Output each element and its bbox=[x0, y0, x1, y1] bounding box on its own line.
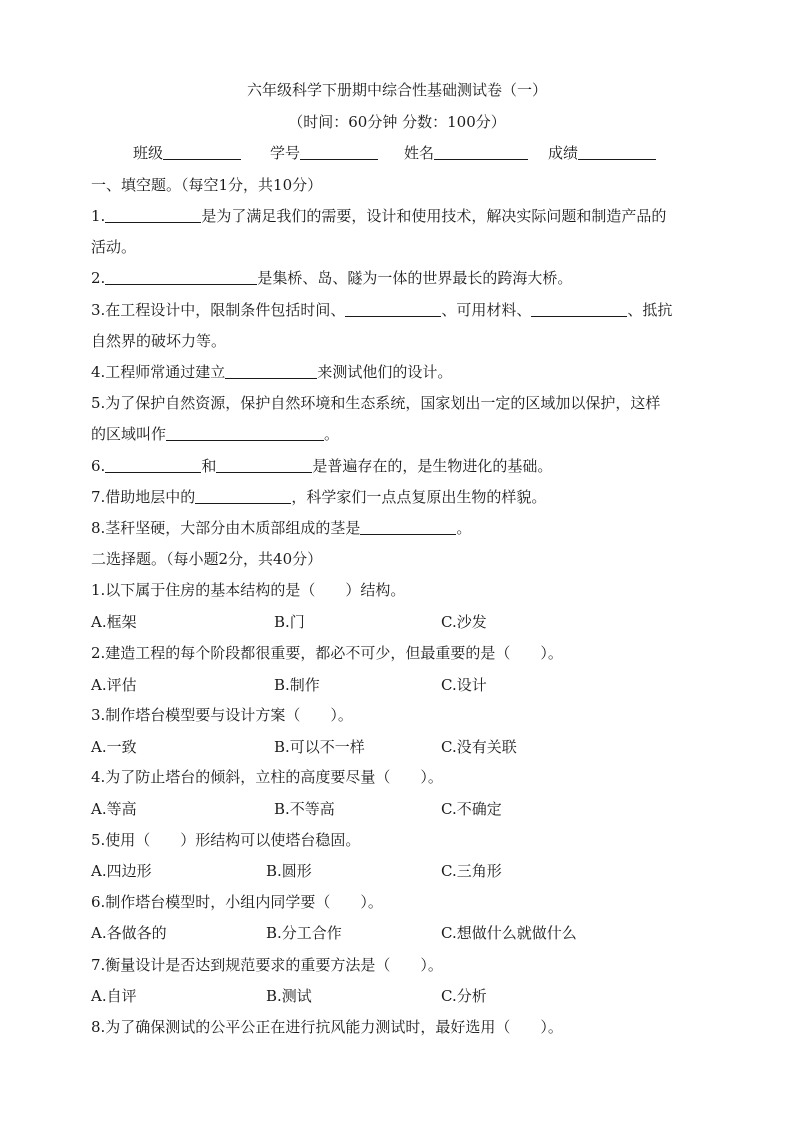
choice-question-3: 3.制作塔台模型要与设计方案（ ）。 bbox=[91, 706, 353, 724]
name-field bbox=[404, 143, 528, 163]
choice-question-2: 2.建造工程的每个阶段都很重要，都必不可少，但最重要的是（ ）。 bbox=[91, 644, 563, 662]
option-b[interactable]: B.测试 bbox=[266, 987, 312, 1005]
option-a[interactable]: A.等高 bbox=[91, 800, 137, 818]
option-a[interactable]: A.一致 bbox=[91, 738, 137, 756]
class-label: 班级 bbox=[133, 144, 164, 162]
choice-question-5: 5.使用（ ）形结构可以使塔台稳固。 bbox=[91, 831, 361, 849]
choice-question-1: 1.以下属于住房的基本结构的是（ ）结构。 bbox=[91, 581, 406, 599]
class-blank[interactable] bbox=[163, 143, 241, 160]
fill-question-3-cont: 自然界的破坏力等。 bbox=[91, 332, 227, 350]
option-c[interactable]: C.设计 bbox=[441, 676, 487, 694]
choice-question-4: 4.为了防止塔台的倾斜，立柱的高度要尽量（ ）。 bbox=[91, 768, 443, 786]
option-b[interactable]: B.门 bbox=[274, 613, 305, 631]
fill-question-1-cont: 活动。 bbox=[91, 238, 137, 256]
option-c[interactable]: C.没有关联 bbox=[441, 738, 517, 756]
option-c[interactable]: C.沙发 bbox=[441, 613, 487, 631]
option-b[interactable]: B.分工合作 bbox=[266, 924, 342, 942]
fill-question-7: 7.借助地层中的 ，科学家们一点点复原出生物的样貌。 bbox=[91, 488, 547, 506]
answer-blank[interactable] bbox=[225, 362, 317, 379]
fill-question-4: 4.工程师常通过建立 来测试他们的设计。 bbox=[91, 363, 453, 381]
option-b[interactable]: B.不等高 bbox=[274, 800, 335, 818]
option-a[interactable]: A.四边形 bbox=[91, 862, 152, 880]
student-id-label: 学号 bbox=[270, 144, 301, 162]
fill-question-6: 6. 和 是普遍存在的，是生物进化的基础。 bbox=[91, 457, 553, 475]
class-field bbox=[133, 143, 241, 163]
answer-blank[interactable] bbox=[216, 456, 312, 473]
answer-blank[interactable] bbox=[195, 487, 291, 504]
score-label: 成绩 bbox=[548, 144, 579, 162]
choice-question-6: 6.制作塔台模型时，小组内同学要（ ）。 bbox=[91, 893, 383, 911]
option-c[interactable]: C.分析 bbox=[441, 987, 487, 1005]
answer-blank[interactable] bbox=[166, 424, 324, 441]
section2-heading: 二选择题。（每小题2分，共40分） bbox=[91, 550, 323, 568]
option-a[interactable]: A.框架 bbox=[91, 613, 137, 631]
option-b[interactable]: B.可以不一样 bbox=[274, 738, 365, 756]
option-a[interactable]: A.各做各的 bbox=[91, 924, 167, 942]
student-id-field bbox=[270, 143, 378, 163]
answer-blank[interactable] bbox=[531, 300, 627, 317]
student-id-blank[interactable] bbox=[300, 143, 378, 160]
fill-question-5-cont: 的区域叫作 。 bbox=[91, 425, 340, 443]
option-c[interactable]: C.三角形 bbox=[441, 862, 502, 880]
option-b[interactable]: B.制作 bbox=[274, 676, 320, 694]
choice-question-7: 7.衡量设计是否达到规范要求的重要方法是（ ）。 bbox=[91, 956, 443, 974]
fill-question-2: 2. 是集桥、岛、隧为一体的世界最长的跨海大桥。 bbox=[91, 269, 573, 287]
answer-blank[interactable] bbox=[105, 206, 201, 223]
score-field bbox=[548, 143, 656, 163]
section1-heading: 一、填空题。（每空1分，共10分） bbox=[91, 176, 323, 194]
fill-question-1: 1. 是为了满足我们的需要，设计和使用技术，解决实际问题和制造产品的 bbox=[91, 207, 667, 225]
exam-subtitle: （时间：60分钟 分数：100分） bbox=[288, 113, 506, 131]
name-blank[interactable] bbox=[434, 143, 528, 160]
fill-question-8: 8.茎秆坚硬，大部分由木质部组成的茎是 。 bbox=[91, 519, 472, 537]
option-b[interactable]: B.圆形 bbox=[266, 862, 312, 880]
option-c[interactable]: C.不确定 bbox=[441, 800, 502, 818]
fill-question-3: 3.在工程设计中，限制条件包括时间、 、可用材料、 、抵抗 bbox=[91, 301, 673, 319]
answer-blank[interactable] bbox=[345, 300, 441, 317]
option-c[interactable]: C.想做什么就做什么 bbox=[441, 924, 577, 942]
answer-blank[interactable] bbox=[105, 268, 257, 285]
fill-question-5: 5.为了保护自然资源，保护自然环境和生态系统，国家划出一定的区域加以保护，这样 bbox=[91, 394, 661, 412]
option-a[interactable]: A.自评 bbox=[91, 987, 137, 1005]
name-label: 姓名 bbox=[404, 144, 435, 162]
answer-blank[interactable] bbox=[105, 456, 201, 473]
exam-title: 六年级科学下册期中综合性基础测试卷（一） bbox=[246, 81, 547, 99]
option-a[interactable]: A.评估 bbox=[91, 676, 137, 694]
choice-question-8: 8.为了确保测试的公平公正在进行抗风能力测试时，最好选用（ ）。 bbox=[91, 1018, 563, 1036]
score-blank[interactable] bbox=[578, 143, 656, 160]
answer-blank[interactable] bbox=[360, 518, 456, 535]
